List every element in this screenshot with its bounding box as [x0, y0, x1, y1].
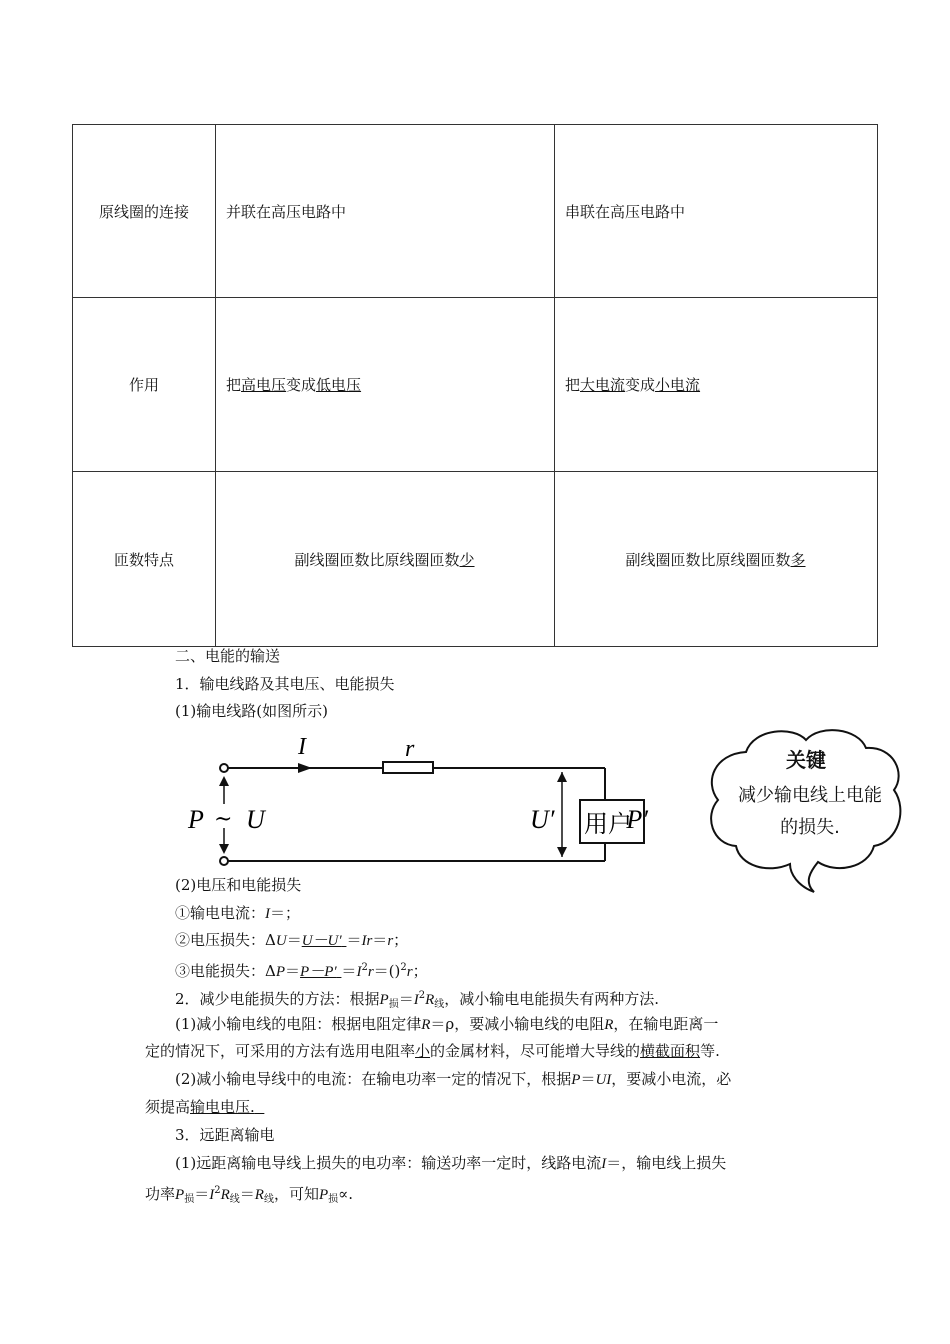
item-2-2-line-b: 须提高输电电压.	[145, 1098, 255, 1116]
ac-source-icon: ~	[214, 807, 233, 832]
item-3: 3．远距离输电	[175, 1126, 275, 1144]
row-label: 匝数特点	[73, 472, 216, 647]
row-label: 作用	[73, 298, 216, 472]
user-label: 用户	[584, 810, 632, 838]
current-label: I	[298, 734, 306, 760]
table-cell: 并联在高压电路中	[216, 125, 555, 298]
bubble-title: 关键	[786, 748, 826, 772]
table-cell: 串联在高压电路中	[555, 125, 878, 298]
table-cell: 把大电流变成小电流	[555, 298, 878, 472]
item-3-1-line-b: 功率$P_损=I^2R_线=R_线$，可知$P_损\propto$.	[145, 1185, 354, 1205]
table-cell: 副线圈匝数比原线圈匝数少	[216, 472, 555, 647]
equation-power-loss: ③电能损失：$\Delta P=P-P' =I^2r=()^2r$；	[175, 962, 428, 980]
user-power-label: P′	[626, 805, 648, 834]
item-2-1-line-b: 定的情况下，可采用的方法有选用电阻率小的金属材料，尽可能增大导线的横截面积等.	[145, 1042, 720, 1060]
table-cell: 副线圈匝数比原线圈匝数多	[555, 472, 878, 647]
item-3-1-line-a: (1)远距离输电导线上损失的电功率：输送功率一定时，线路电流I＝，输电线上损失	[175, 1154, 727, 1172]
bubble-text: 减少输电线上电能的损失.	[738, 785, 882, 838]
user-voltage-label: U′	[530, 805, 555, 834]
item-2-2-line-a: (2)减小输电导线中的电流：在输电功率一定的情况下，根据P＝UI，要减小电流，必	[175, 1070, 732, 1088]
section-title: 二、电能的输送	[175, 647, 281, 665]
voltage-label: U	[246, 805, 265, 834]
transmission-circuit-diagram	[180, 728, 650, 878]
transformer-comparison-table	[72, 124, 878, 647]
resistance-label: r	[405, 736, 415, 762]
equation-current: ①输电电流：I＝；	[175, 904, 301, 922]
item-2: 2．减少电能损失的方法：根据$P_损=I^2R_线$，减小输电电能损失有两种方法.	[175, 990, 660, 1010]
power-label: P	[188, 805, 204, 834]
table-cell: 把高电压变成低电压	[216, 298, 555, 472]
row-label: 原线圈的连接	[73, 125, 216, 298]
item-2-1-line-a: (1)减小输电线的电阻：根据电阻定律R＝ρ，要减小输电线的电阻R，在输电距离一	[175, 1015, 719, 1033]
equation-voltage-loss: ②电压损失：ΔU＝U－U′ ＝Ir＝r；	[175, 931, 409, 949]
item-1-2: (2)电压和电能损失	[175, 876, 302, 894]
item-1: 1．输电线路及其电压、电能损失	[175, 675, 395, 693]
item-1-1: (1)输电线路(如图所示)	[175, 702, 328, 720]
